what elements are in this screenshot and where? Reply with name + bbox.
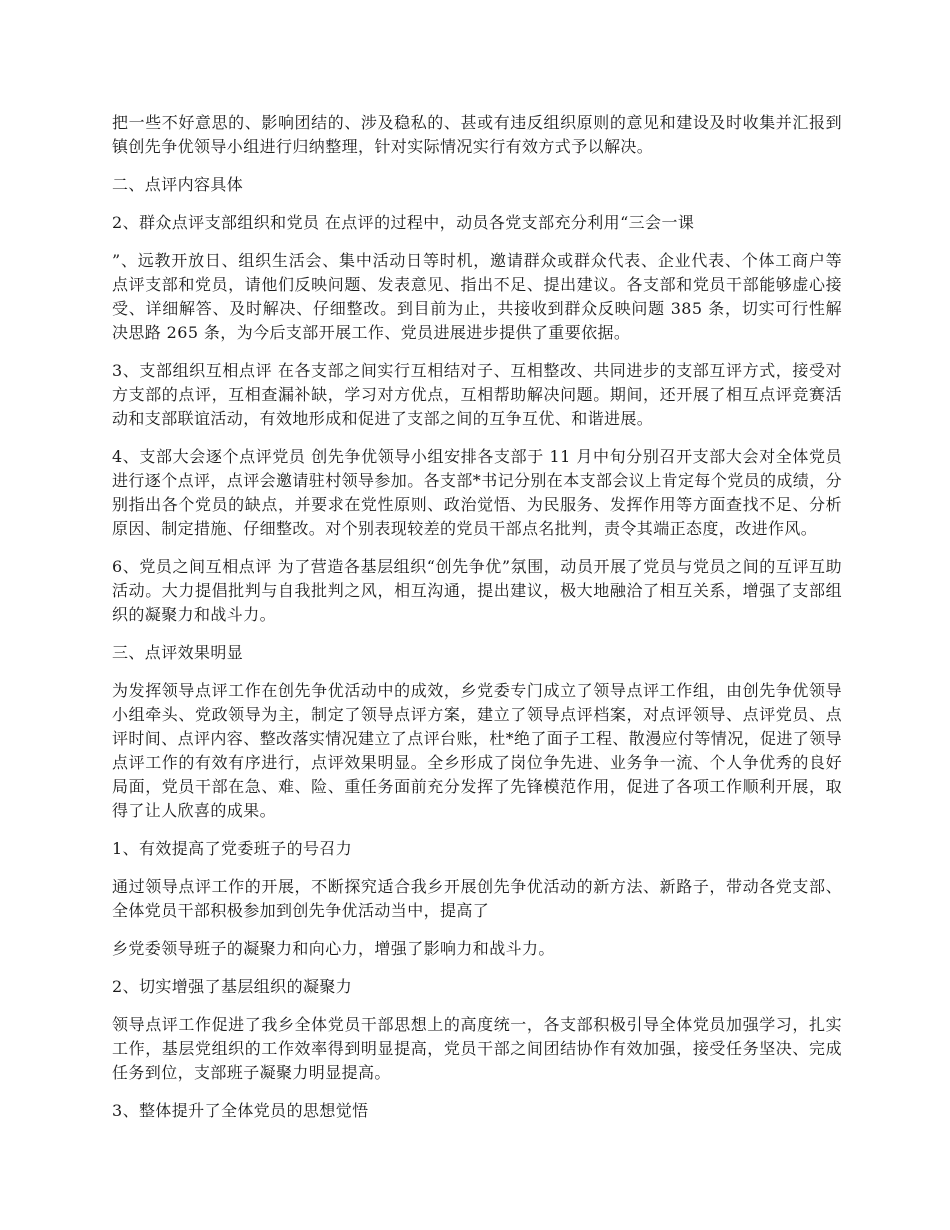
document-page bbox=[112, 111, 842, 1137]
paragraph-item-3: 3、支部组织互相点评 在各支部之间实行互相结对子、互相整改、共同进步的支部互评方式，接受对方支部的点评，互相查漏补缺，学习对方优点，互相帮助解决问题。期间，还开展了相互点评竞赛活动和支部联谊活动，有效地形成和促进了支部之间的互争互优、和谐进展。 bbox=[112, 361, 842, 428]
subheading-2: 2、切实增强了基层组织的凝聚力 bbox=[112, 977, 353, 996]
paragraph-item-6: 6、党员之间互相点评 为了营造各基层组织“创先争优”氛围，动员开展了党员与党员之间的互评互助活动。大力提倡批判与自我批判之风，相互沟通，提出建议，极大地融洽了相互关系，增强了支部组织的凝聚力和战斗力。 bbox=[112, 557, 842, 624]
paragraph-sub-2: 领导点评工作促进了我乡全体党员干部思想上的高度统一，各支部积极引导全体党员加强学习，扎实工作，基层党组织的工作效率得到明显提高，党员干部之间团结协作有效加强，接受任务坚决、完成任务到位，支部班子凝聚力明显提高。 bbox=[112, 1015, 842, 1082]
section-heading-two: 二、点评内容具体 bbox=[112, 175, 244, 194]
subheading-3: 3、整体提升了全体党员的思想觉悟 bbox=[112, 1101, 369, 1120]
paragraph-effect: 为发挥领导点评工作在创先争优活动中的成效，乡党委专门成立了领导点评工作组，由创先争优领导小组牵头、党政领导为主，制定了领导点评方案，建立了领导点评档案，对点评领导、点评党员、点评时间、点评内容、整改落实情况建立了点评台账，杜*绝了面子工程、散漫应付等情况，促进了领导点评工作的有效有序进行，点评效果明显。全乡形成了岗位争先进、业务争一流、个人争优秀的良好局面，党员干部在急、难、险、重任务面前充分发挥了先锋模范作用，促进了各项工作顺利开展，取得了让人欣喜的成果。 bbox=[112, 681, 843, 820]
paragraph-item-4: 4、支部大会逐个点评党员 创先争优领导小组安排各支部于 11 月中旬分别召开支部大会对全体党员进行逐个点评，点评会邀请驻村领导参加。各支部*书记分别在本支部会议上肯定每个党员的成绩，分别指出各个党员的缺点，并要求在党性原则、政治觉悟、为民服务、发挥作用等方面查找不足、分析原因、制定措施、仔细整改。对个别表现较差的党员干部点名批判，责令其端正态度，改进作风。 bbox=[112, 447, 843, 538]
paragraph-item-2-cont: ”、远教开放日、组织生活会、集中活动日等时机，邀请群众或群众代表、企业代表、个体工商户等点评支部和党员，请他们反映问题、发表意见、指出不足、提出建议。各支部和党员干部能够虚心接受、详细解答、及时解决、仔细整改。到目前为止，共接收到群众反映问题 385 条，切实可行性解决思路 265 条，为今后支部开展工作、党员进展进步提供了重要依据。 bbox=[112, 251, 842, 342]
section-heading-three: 三、点评效果明显 bbox=[112, 643, 244, 662]
paragraph-intro: 把一些不好意思的、影响团结的、涉及稳私的、甚或有违反组织原则的意见和建设及时收集并汇报到镇创先争优领导小组进行归纳整理，针对实际情况实行有效方式予以解决。 bbox=[112, 113, 842, 156]
paragraph-sub-1: 通过领导点评工作的开展，不断探究适合我乡开展创先争优活动的新方法、新路子，带动各党支部、全体党员干部积极参加到创先争优活动当中，提高了 bbox=[112, 877, 842, 920]
paragraph-item-2: 2、群众点评支部组织和党员 在点评的过程中，动员各党支部充分利用“三会一课 bbox=[112, 213, 695, 232]
paragraph-sub-1-cont: 乡党委领导班子的凝聚力和向心力，增强了影响力和战斗力。 bbox=[112, 939, 555, 958]
subheading-1: 1、有效提高了党委班子的号召力 bbox=[112, 839, 353, 858]
